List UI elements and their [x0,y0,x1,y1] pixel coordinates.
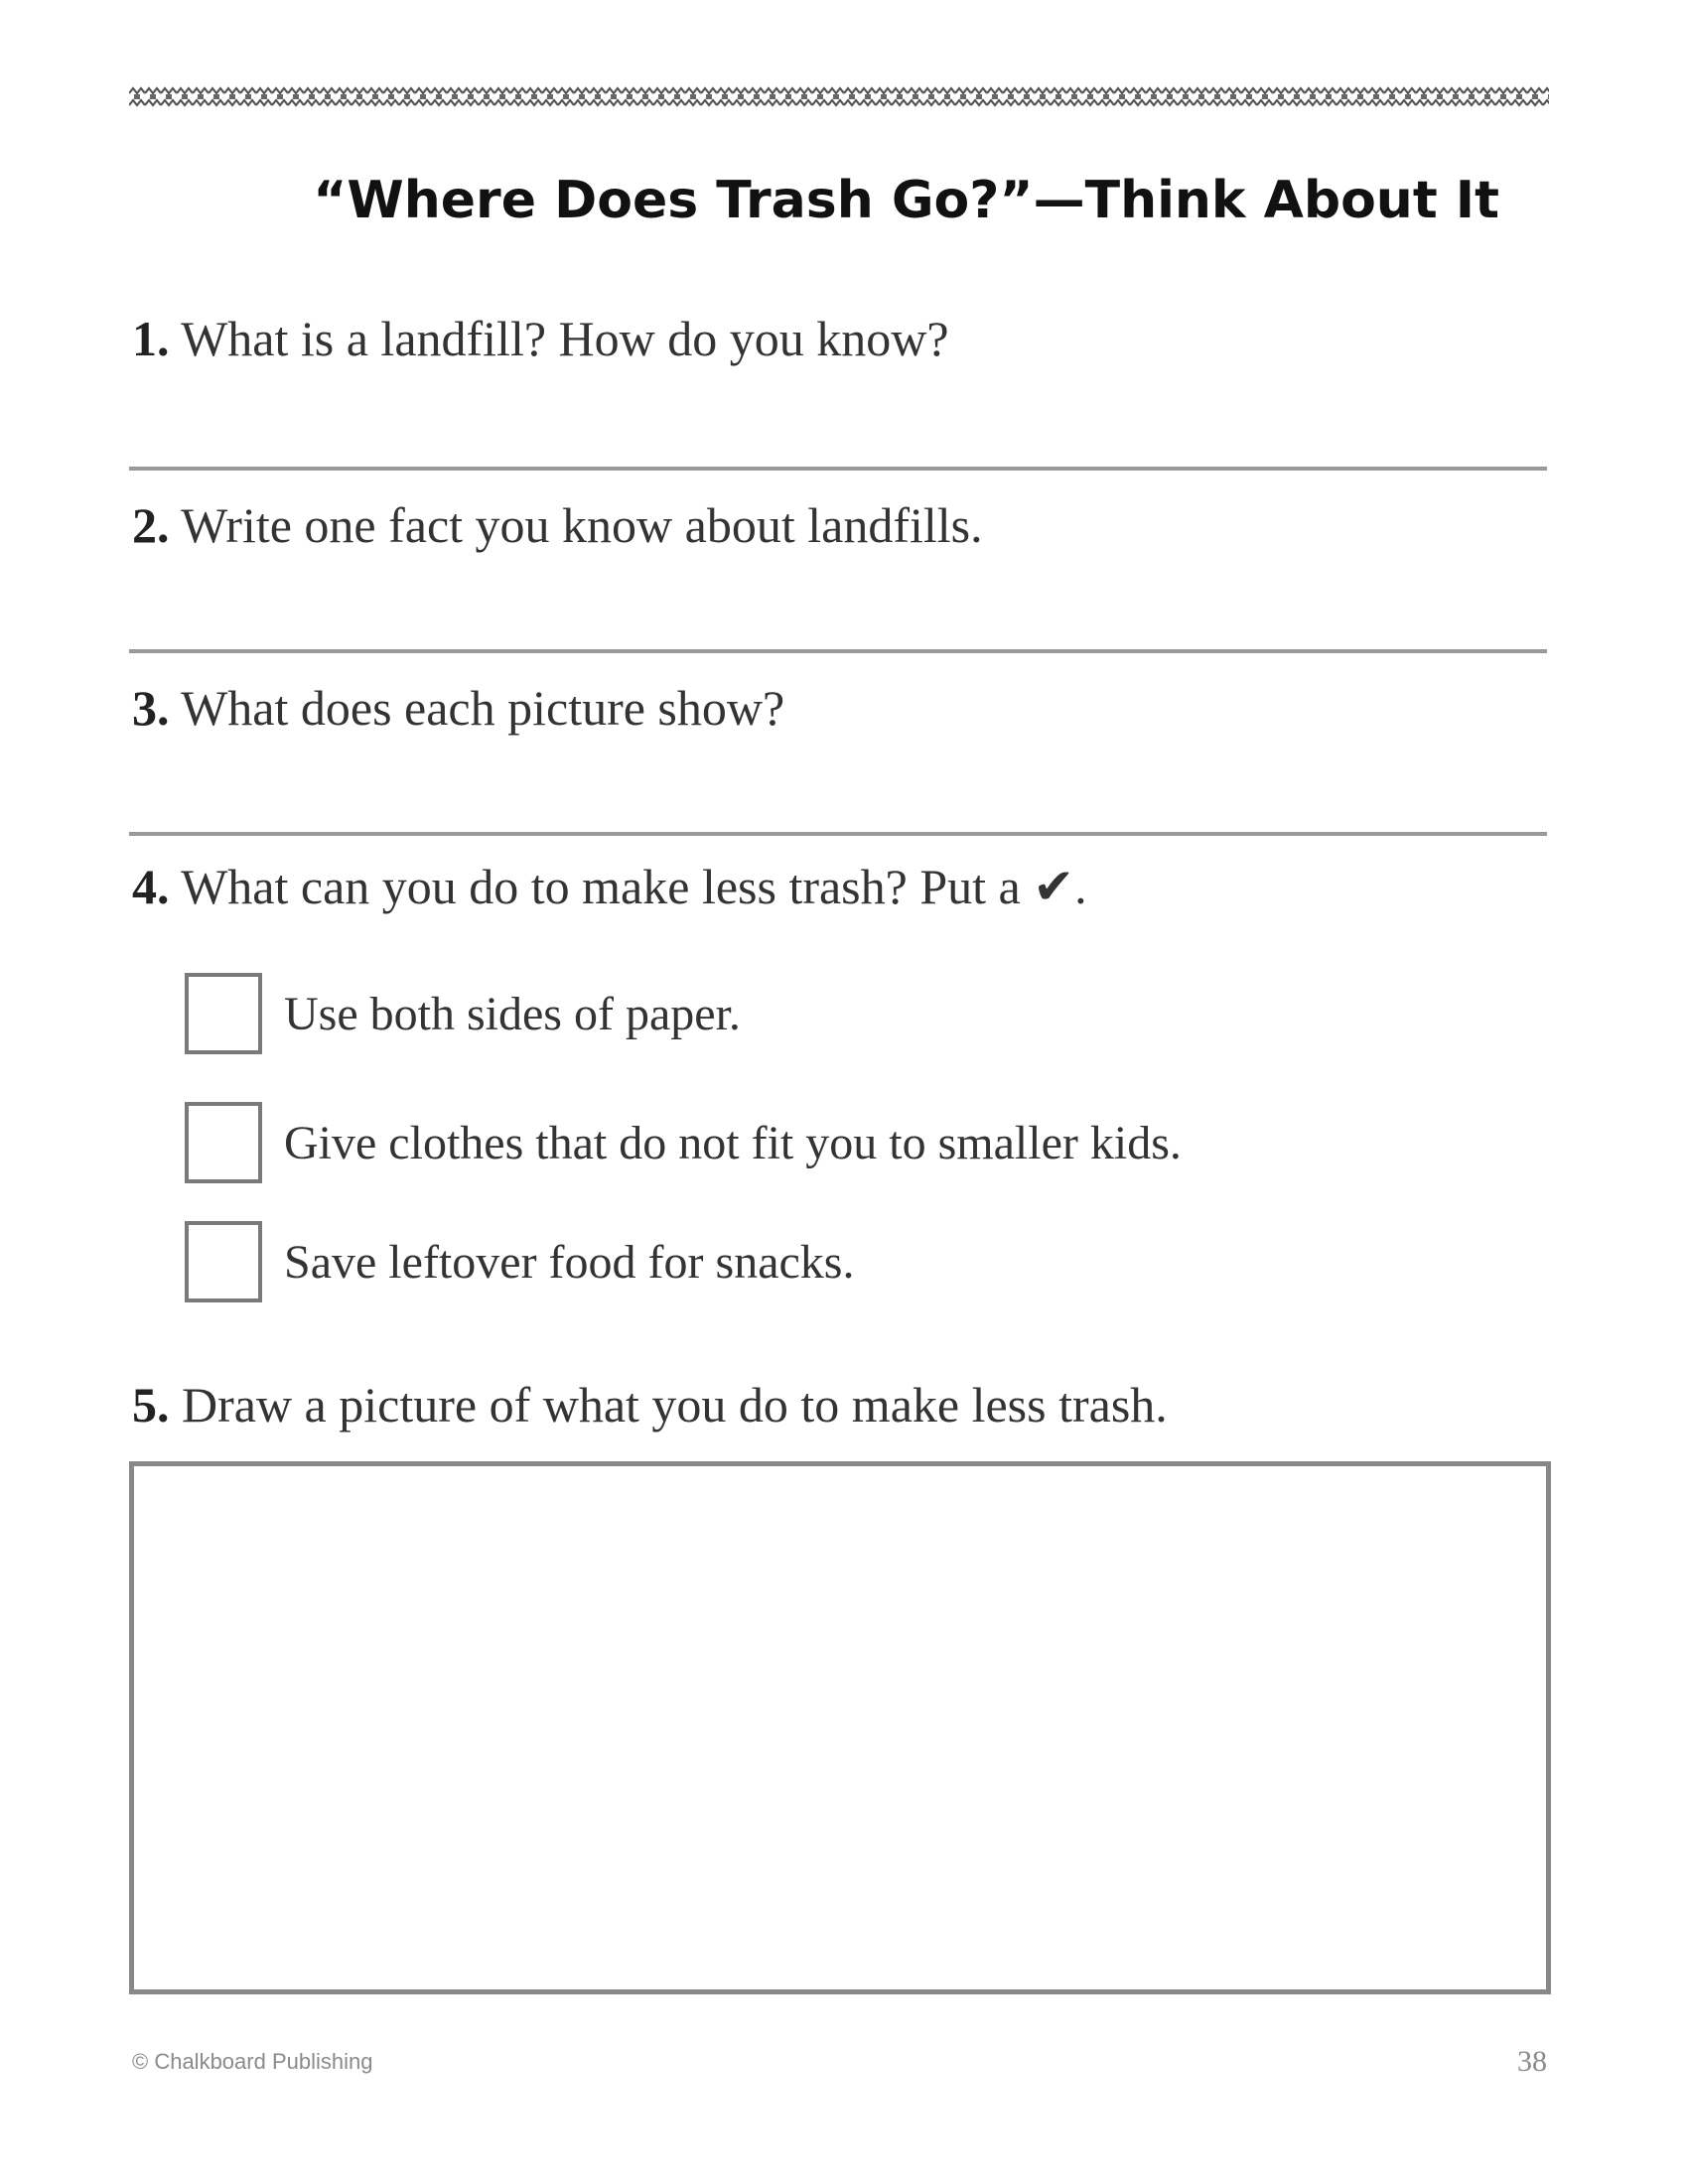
question-1-text: What is a landfill? How do you know? [181,311,949,366]
answer-line-1[interactable] [129,467,1547,471]
question-2 [132,496,983,554]
page-title: “Where Does Trash Go?”—Think About It [313,171,1499,230]
choice-2-checkbox[interactable] [185,1102,262,1183]
question-2-number: 2. [132,497,170,553]
question-4-text: What can you do to make less trash? Put a ✔. [181,859,1087,914]
choice-3-label: Save leftover food for snacks. [284,1235,855,1289]
choice-2-label: Give clothes that do not fit you to smaller kids. [284,1116,1182,1169]
page-number: 38 [1517,2045,1547,2078]
question-3-text: What does each picture show? [181,680,785,736]
choice-1-checkbox[interactable] [185,973,262,1054]
choice-item [185,1217,854,1306]
copyright-notice: © Chalkboard Publishing [132,2049,373,2074]
question-3 [132,679,784,737]
question-5-text: Draw a picture of what you do to make less trash. [182,1377,1168,1433]
answer-line-2[interactable] [129,649,1547,653]
choice-item [185,1098,1182,1187]
question-3-number: 3. [132,680,170,736]
decorative-top-border [129,85,1549,111]
question-1 [132,310,949,367]
question-5-number: 5. [132,1377,170,1433]
answer-line-3[interactable] [129,832,1547,836]
question-2-text: Write one fact you know about landfills. [181,497,983,553]
question-4-number: 4. [132,859,170,914]
question-4 [132,858,1087,915]
choice-3-checkbox[interactable] [185,1221,262,1302]
question-1-number: 1. [132,311,170,366]
question-5 [132,1376,1168,1433]
drawing-box[interactable] [129,1461,1551,1994]
choice-item [185,969,741,1058]
choice-1-label: Use both sides of paper. [284,987,741,1040]
